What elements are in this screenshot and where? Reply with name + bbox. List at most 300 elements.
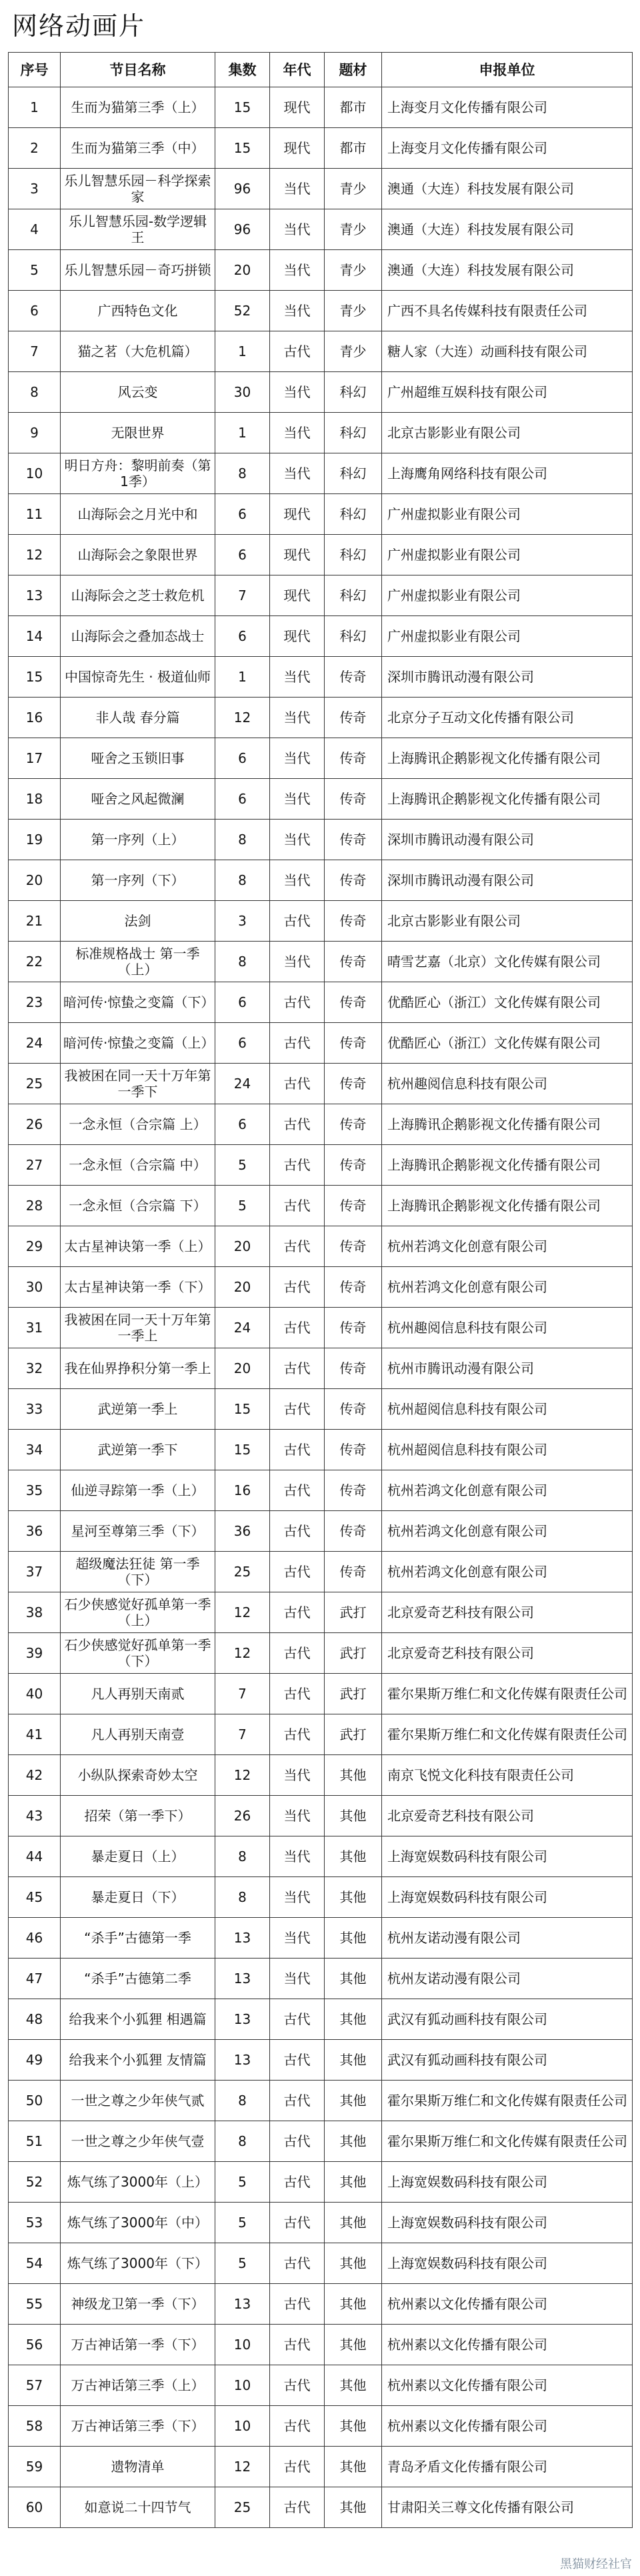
cell-applicant: 杭州友诺动漫有限公司 [382,1959,633,1999]
cell-era: 现代 [270,575,325,616]
cell-episodes: 10 [215,2325,270,2365]
cell-index: 9 [9,413,61,453]
table-row [9,1674,633,1714]
table-row [9,2162,633,2203]
cell-applicant: 深圳市腾讯动漫有限公司 [382,657,633,698]
cell-genre: 其他 [325,2040,382,2081]
cell-genre: 科幻 [325,453,382,494]
cell-applicant: 上海腾讯企鹅影视文化传播有限公司 [382,1186,633,1226]
cell-applicant: 上海腾讯企鹅影视文化传播有限公司 [382,1145,633,1186]
cell-episodes: 13 [215,2040,270,2081]
cell-applicant: 上海腾讯企鹅影视文化传播有限公司 [382,779,633,820]
cell-era: 古代 [270,1999,325,2040]
header-era: 年代 [270,53,325,87]
cell-episodes: 5 [215,1145,270,1186]
cell-episodes: 12 [215,2447,270,2487]
cell-genre: 其他 [325,2203,382,2243]
table-row [9,1592,633,1633]
cell-program-name: 生而为猫第三季（上） [61,87,215,128]
header-applicant: 申报单位 [382,53,633,87]
table-row [9,738,633,779]
cell-program-name: 乐儿智慧乐园－科学探索家 [61,169,215,209]
table-row [9,169,633,209]
cell-genre: 其他 [325,1877,382,1918]
cell-era: 古代 [270,982,325,1023]
cell-genre: 其他 [325,1755,382,1796]
cell-applicant: 上海变月文化传播有限公司 [382,87,633,128]
cell-program-name: 超级魔法狂徒 第一季（下） [61,1552,215,1592]
cell-era: 当代 [270,372,325,413]
cell-program-name: 炼气练了3000年（上） [61,2162,215,2203]
cell-genre: 其他 [325,2243,382,2284]
cell-program-name: 哑舍之风起微澜 [61,779,215,820]
cell-genre: 青少 [325,331,382,372]
cell-index: 57 [9,2365,61,2406]
cell-episodes: 16 [215,1470,270,1511]
cell-index: 41 [9,1714,61,1755]
cell-episodes: 13 [215,2284,270,2325]
cell-episodes: 8 [215,1877,270,1918]
cell-genre: 其他 [325,2447,382,2487]
cell-episodes: 96 [215,169,270,209]
cell-genre: 传奇 [325,738,382,779]
cell-index: 39 [9,1633,61,1674]
cell-index: 45 [9,1877,61,1918]
table-row [9,901,633,942]
cell-era: 古代 [270,1308,325,1348]
cell-genre: 其他 [325,1836,382,1877]
cell-index: 55 [9,2284,61,2325]
cell-era: 当代 [270,1796,325,1836]
table-row [9,2081,633,2121]
header-program-name: 节目名称 [61,53,215,87]
cell-program-name: 一世之尊之少年侠气壹 [61,2121,215,2162]
cell-applicant: 澳通（大连）科技发展有限公司 [382,209,633,250]
cell-era: 古代 [270,1064,325,1104]
table-row [9,575,633,616]
cell-applicant: 北京古影影业有限公司 [382,413,633,453]
cell-applicant: 北京爱奇艺科技有限公司 [382,1633,633,1674]
cell-genre: 传奇 [325,657,382,698]
cell-episodes: 1 [215,413,270,453]
cell-era: 古代 [270,1674,325,1714]
cell-applicant: 南京飞悦文化科技有限责任公司 [382,1755,633,1796]
cell-index: 15 [9,657,61,698]
table-row [9,2243,633,2284]
cell-era: 古代 [270,2243,325,2284]
cell-era: 当代 [270,942,325,982]
cell-genre: 科幻 [325,575,382,616]
cell-index: 44 [9,1836,61,1877]
cell-episodes: 6 [215,535,270,575]
cell-applicant: 北京古影影业有限公司 [382,901,633,942]
cell-applicant: 杭州超阅信息科技有限公司 [382,1389,633,1430]
table-row [9,413,633,453]
cell-genre: 传奇 [325,1348,382,1389]
cell-applicant: 杭州素以文化传播有限公司 [382,2365,633,2406]
cell-program-name: 神级龙卫第一季（下） [61,2284,215,2325]
cell-episodes: 8 [215,942,270,982]
cell-applicant: 上海宽娱数码科技有限公司 [382,2203,633,2243]
cell-era: 当代 [270,250,325,291]
cell-era: 古代 [270,1226,325,1267]
table-row [9,372,633,413]
cell-applicant: 杭州素以文化传播有限公司 [382,2406,633,2447]
cell-index: 54 [9,2243,61,2284]
cell-applicant: 上海变月文化传播有限公司 [382,128,633,169]
cell-program-name: 猫之茗（大危机篇） [61,331,215,372]
cell-era: 当代 [270,1836,325,1877]
cell-index: 59 [9,2447,61,2487]
cell-applicant: 杭州若鸿文化创意有限公司 [382,1226,633,1267]
cell-genre: 其他 [325,2365,382,2406]
cell-episodes: 5 [215,2203,270,2243]
table-row [9,453,633,494]
cell-episodes: 8 [215,2081,270,2121]
cell-genre: 传奇 [325,942,382,982]
cell-episodes: 7 [215,1714,270,1755]
cell-index: 2 [9,128,61,169]
table-row [9,657,633,698]
cell-genre: 传奇 [325,1226,382,1267]
cell-index: 22 [9,942,61,982]
table-row [9,2040,633,2081]
cell-era: 古代 [270,1348,325,1389]
table-row [9,1755,633,1796]
cell-index: 33 [9,1389,61,1430]
cell-genre: 传奇 [325,1511,382,1552]
cell-genre: 其他 [325,1959,382,1999]
cell-program-name: 生而为猫第三季（中） [61,128,215,169]
cell-genre: 传奇 [325,779,382,820]
cell-index: 16 [9,698,61,738]
cell-program-name: 给我来个小狐狸 友情篇 [61,2040,215,2081]
cell-genre: 传奇 [325,860,382,901]
cell-index: 24 [9,1023,61,1064]
cell-applicant: 武汉有狐动画科技有限公司 [382,2040,633,2081]
table-row [9,87,633,128]
cell-genre: 青少 [325,250,382,291]
cell-program-name: 非人哉 春分篇 [61,698,215,738]
table-row [9,1552,633,1592]
cell-program-name: 太古星神诀第一季（上） [61,1226,215,1267]
cell-applicant: 上海腾讯企鹅影视文化传播有限公司 [382,738,633,779]
cell-episodes: 5 [215,2243,270,2284]
program-table [8,52,633,2528]
cell-index: 17 [9,738,61,779]
cell-applicant: 杭州若鸿文化创意有限公司 [382,1552,633,1592]
cell-genre: 传奇 [325,1104,382,1145]
table-row [9,494,633,535]
cell-index: 31 [9,1308,61,1348]
cell-episodes: 10 [215,2365,270,2406]
cell-genre: 青少 [325,291,382,331]
cell-genre: 传奇 [325,820,382,860]
table-row [9,942,633,982]
cell-episodes: 12 [215,1633,270,1674]
cell-genre: 传奇 [325,1064,382,1104]
table-row [9,1470,633,1511]
cell-index: 34 [9,1430,61,1470]
cell-applicant: 杭州素以文化传播有限公司 [382,2284,633,2325]
table-row [9,820,633,860]
cell-applicant: 杭州趣阅信息科技有限公司 [382,1308,633,1348]
cell-genre: 传奇 [325,982,382,1023]
cell-program-name: 哑舍之玉锁旧事 [61,738,215,779]
cell-applicant: 广州超维互娱科技有限公司 [382,372,633,413]
table-row [9,331,633,372]
cell-index: 26 [9,1104,61,1145]
table-row [9,1389,633,1430]
cell-program-name: 炼气练了3000年（下） [61,2243,215,2284]
cell-index: 13 [9,575,61,616]
cell-era: 古代 [270,2040,325,2081]
cell-genre: 传奇 [325,1389,382,1430]
table-row [9,128,633,169]
cell-genre: 科幻 [325,413,382,453]
cell-era: 古代 [270,1430,325,1470]
cell-index: 4 [9,209,61,250]
cell-era: 当代 [270,209,325,250]
cell-episodes: 96 [215,209,270,250]
cell-program-name: 炼气练了3000年（中） [61,2203,215,2243]
cell-applicant: 深圳市腾讯动漫有限公司 [382,820,633,860]
cell-program-name: 凡人再别天南贰 [61,1674,215,1714]
table-row [9,291,633,331]
cell-genre: 传奇 [325,698,382,738]
cell-era: 当代 [270,860,325,901]
cell-genre: 其他 [325,2081,382,2121]
cell-episodes: 10 [215,2406,270,2447]
cell-program-name: 暗河传·惊蛰之变篇（下） [61,982,215,1023]
table-row [9,1796,633,1836]
cell-applicant: 霍尔果斯万维仁和文化传媒有限责任公司 [382,1714,633,1755]
cell-program-name: 山海际会之叠加态战士 [61,616,215,657]
cell-genre: 传奇 [325,1470,382,1511]
table-row [9,1877,633,1918]
cell-applicant: 优酷匠心（浙江）文化传媒有限公司 [382,982,633,1023]
cell-applicant: 杭州超阅信息科技有限公司 [382,1430,633,1470]
table-row [9,2365,633,2406]
cell-applicant: 甘肃阳关三尊文化传播有限公司 [382,2487,633,2528]
cell-applicant: 优酷匠心（浙江）文化传媒有限公司 [382,1023,633,1064]
cell-applicant: 杭州趣阅信息科技有限公司 [382,1064,633,1104]
cell-applicant: 北京分子互动文化传播有限公司 [382,698,633,738]
cell-genre: 武打 [325,1592,382,1633]
cell-program-name: 暴走夏日（下） [61,1877,215,1918]
cell-genre: 其他 [325,2162,382,2203]
cell-program-name: 一念永恒（合宗篇 上） [61,1104,215,1145]
table-row [9,2487,633,2528]
cell-episodes: 6 [215,738,270,779]
cell-era: 当代 [270,779,325,820]
cell-era: 当代 [270,1918,325,1959]
cell-genre: 都市 [325,128,382,169]
cell-era: 古代 [270,2325,325,2365]
cell-program-name: 万古神话第三季（上） [61,2365,215,2406]
cell-program-name: 山海际会之月光中和 [61,494,215,535]
table-row [9,1186,633,1226]
cell-applicant: 杭州素以文化传播有限公司 [382,2325,633,2365]
cell-era: 古代 [270,2162,325,2203]
cell-genre: 其他 [325,2325,382,2365]
table-row [9,616,633,657]
cell-episodes: 1 [215,657,270,698]
table-row [9,1145,633,1186]
cell-applicant: 广州虚拟影业有限公司 [382,616,633,657]
cell-episodes: 8 [215,820,270,860]
cell-genre: 科幻 [325,535,382,575]
cell-episodes: 6 [215,494,270,535]
cell-episodes: 12 [215,1755,270,1796]
cell-genre: 其他 [325,2284,382,2325]
cell-applicant: 深圳市腾讯动漫有限公司 [382,860,633,901]
table-row [9,209,633,250]
cell-index: 49 [9,2040,61,2081]
cell-era: 现代 [270,494,325,535]
cell-genre: 科幻 [325,616,382,657]
cell-program-name: 仙逆寻踪第一季（上） [61,1470,215,1511]
cell-program-name: 明日方舟：黎明前奏（第1季） [61,453,215,494]
table-body [9,87,633,2528]
cell-era: 当代 [270,1755,325,1796]
cell-index: 27 [9,1145,61,1186]
cell-applicant: 霍尔果斯万维仁和文化传媒有限责任公司 [382,2081,633,2121]
cell-era: 古代 [270,2203,325,2243]
cell-index: 25 [9,1064,61,1104]
cell-era: 现代 [270,128,325,169]
cell-applicant: 杭州若鸿文化创意有限公司 [382,1267,633,1308]
cell-era: 当代 [270,453,325,494]
cell-episodes: 15 [215,87,270,128]
cell-genre: 其他 [325,2487,382,2528]
table-row [9,1836,633,1877]
table-row [9,1348,633,1389]
table-row [9,2284,633,2325]
cell-episodes: 24 [215,1064,270,1104]
cell-program-name: 一念永恒（合宗篇 下） [61,1186,215,1226]
cell-applicant: 上海鹰角网络科技有限公司 [382,453,633,494]
cell-episodes: 25 [215,2487,270,2528]
cell-index: 28 [9,1186,61,1226]
cell-index: 1 [9,87,61,128]
cell-program-name: 万古神话第三季（下） [61,2406,215,2447]
cell-genre: 其他 [325,2121,382,2162]
table-row [9,1104,633,1145]
cell-episodes: 6 [215,982,270,1023]
cell-applicant: 上海宽娱数码科技有限公司 [382,1877,633,1918]
cell-era: 古代 [270,1470,325,1511]
cell-applicant: 杭州若鸿文化创意有限公司 [382,1470,633,1511]
page-title: 网络动画片 [12,11,146,41]
cell-era: 古代 [270,2447,325,2487]
header-index: 序号 [9,53,61,87]
cell-program-name: 第一序列（下） [61,860,215,901]
cell-program-name: 中国惊奇先生 · 极道仙师 [61,657,215,698]
cell-index: 58 [9,2406,61,2447]
cell-episodes: 30 [215,372,270,413]
cell-genre: 传奇 [325,1186,382,1226]
cell-era: 古代 [270,1511,325,1552]
cell-applicant: 广州虚拟影业有限公司 [382,494,633,535]
cell-applicant: 广州虚拟影业有限公司 [382,575,633,616]
cell-index: 5 [9,250,61,291]
cell-index: 18 [9,779,61,820]
cell-program-name: 遗物清单 [61,2447,215,2487]
cell-index: 52 [9,2162,61,2203]
cell-program-name: 我被困在同一天十万年第一季下 [61,1064,215,1104]
cell-episodes: 12 [215,698,270,738]
cell-episodes: 20 [215,250,270,291]
cell-era: 当代 [270,820,325,860]
cell-applicant: 澳通（大连）科技发展有限公司 [382,250,633,291]
cell-index: 8 [9,372,61,413]
cell-episodes: 7 [215,575,270,616]
cell-era: 当代 [270,1959,325,1999]
table-row [9,1999,633,2040]
cell-program-name: 广西特色文化 [61,291,215,331]
cell-program-name: 山海际会之象限世界 [61,535,215,575]
cell-index: 37 [9,1552,61,1592]
cell-era: 当代 [270,738,325,779]
cell-era: 古代 [270,1389,325,1430]
table-row [9,1633,633,1674]
cell-applicant: 晴雪艺嘉（北京）文化传媒有限公司 [382,942,633,982]
cell-program-name: “杀手”古德第一季 [61,1918,215,1959]
cell-index: 56 [9,2325,61,2365]
cell-index: 38 [9,1592,61,1633]
cell-program-name: 太古星神诀第一季（下） [61,1267,215,1308]
cell-index: 32 [9,1348,61,1389]
table-row [9,535,633,575]
cell-program-name: 乐儿智慧乐园-数学逻辑王 [61,209,215,250]
cell-index: 20 [9,860,61,901]
cell-applicant: 糖人家（大连）动画科技有限公司 [382,331,633,372]
cell-applicant: 广州虚拟影业有限公司 [382,535,633,575]
cell-applicant: 杭州市腾讯动漫有限公司 [382,1348,633,1389]
cell-index: 48 [9,1999,61,2040]
cell-applicant: 广西不具名传媒科技有限责任公司 [382,291,633,331]
cell-episodes: 15 [215,1389,270,1430]
cell-program-name: “杀手”古德第二季 [61,1959,215,1999]
cell-era: 古代 [270,2081,325,2121]
cell-episodes: 6 [215,1104,270,1145]
cell-program-name: 暗河传·惊蛰之变篇（上） [61,1023,215,1064]
cell-episodes: 13 [215,1999,270,2040]
cell-episodes: 8 [215,1836,270,1877]
cell-episodes: 15 [215,1430,270,1470]
cell-index: 23 [9,982,61,1023]
table-row [9,250,633,291]
cell-episodes: 5 [215,1186,270,1226]
cell-index: 60 [9,2487,61,2528]
cell-genre: 科幻 [325,494,382,535]
cell-index: 53 [9,2203,61,2243]
cell-applicant: 上海宽娱数码科技有限公司 [382,2243,633,2284]
cell-era: 现代 [270,535,325,575]
cell-index: 29 [9,1226,61,1267]
cell-program-name: 一世之尊之少年侠气贰 [61,2081,215,2121]
cell-index: 35 [9,1470,61,1511]
table-row [9,2203,633,2243]
cell-era: 古代 [270,1186,325,1226]
cell-applicant: 上海腾讯企鹅影视文化传播有限公司 [382,1104,633,1145]
cell-program-name: 我在仙界挣积分第一季上 [61,1348,215,1389]
cell-genre: 其他 [325,1999,382,2040]
cell-era: 古代 [270,1592,325,1633]
cell-era: 古代 [270,1104,325,1145]
cell-index: 43 [9,1796,61,1836]
